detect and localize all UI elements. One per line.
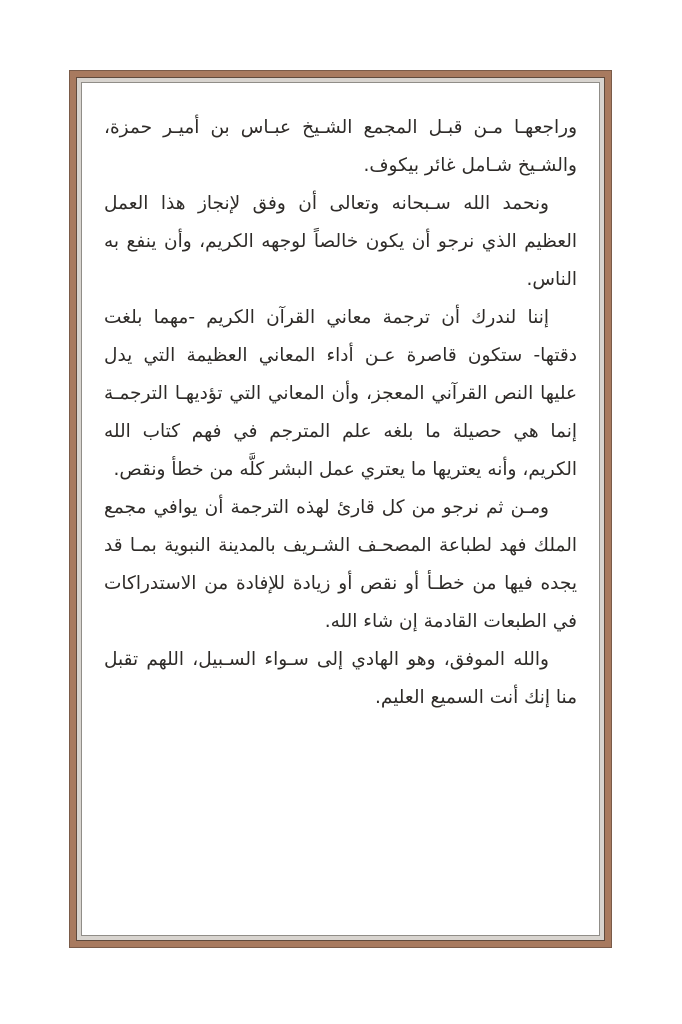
body-text (104, 109, 577, 717)
paragraph: والله الموفق، وهو الهادي إلى سـواء السـبيل، اللهم تقبل منا إنك أنت السميع العليم. (104, 649, 577, 708)
page-border-frame (69, 70, 612, 948)
paragraph: وراجعهـا مـن قبـل المجمع الشـيخ عبـاس بن أميـر حمزة، والشـيخ شـامل غائر بيكوف. (104, 117, 577, 176)
paragraph: ومـن ثم نرجو من كل قارئ لهذه الترجمة أن يوافي مجمع الملك فهد لطباعة المصحـف الشـريف بالمدينة النبوية بمـا قد يجده فيها من خطـأ أو نقص أو زيادة للإفادة من الاستدراكات في الطبعات القادمة إن شاء الله. (104, 497, 577, 632)
page-content-area (81, 82, 600, 936)
page-border-inner-band (76, 77, 605, 941)
paragraph: إننا لندرك أن ترجمة معاني القرآن الكريم -مهما بلغت دقتها- ستكون قاصرة عـن أداء المعاني العظيمة التي يدل عليها النص القرآني المعجز، وأن المعاني التي تؤديهـا الترجمـة إنما هي حصيلة ما بلغه علم المترجم في فهم كتاب الله الكريم، وأنه يعتريها ما يعتري عمل البشر كلَّه من خطأ ونقص. (104, 307, 577, 480)
paragraph: ونحمد الله سـبحانه وتعالى أن وفق لإنجاز هذا العمل العظيم الذي نرجو أن يكون خالصاً لوجهه الكريم، وأن ينفع به الناس. (104, 193, 577, 290)
